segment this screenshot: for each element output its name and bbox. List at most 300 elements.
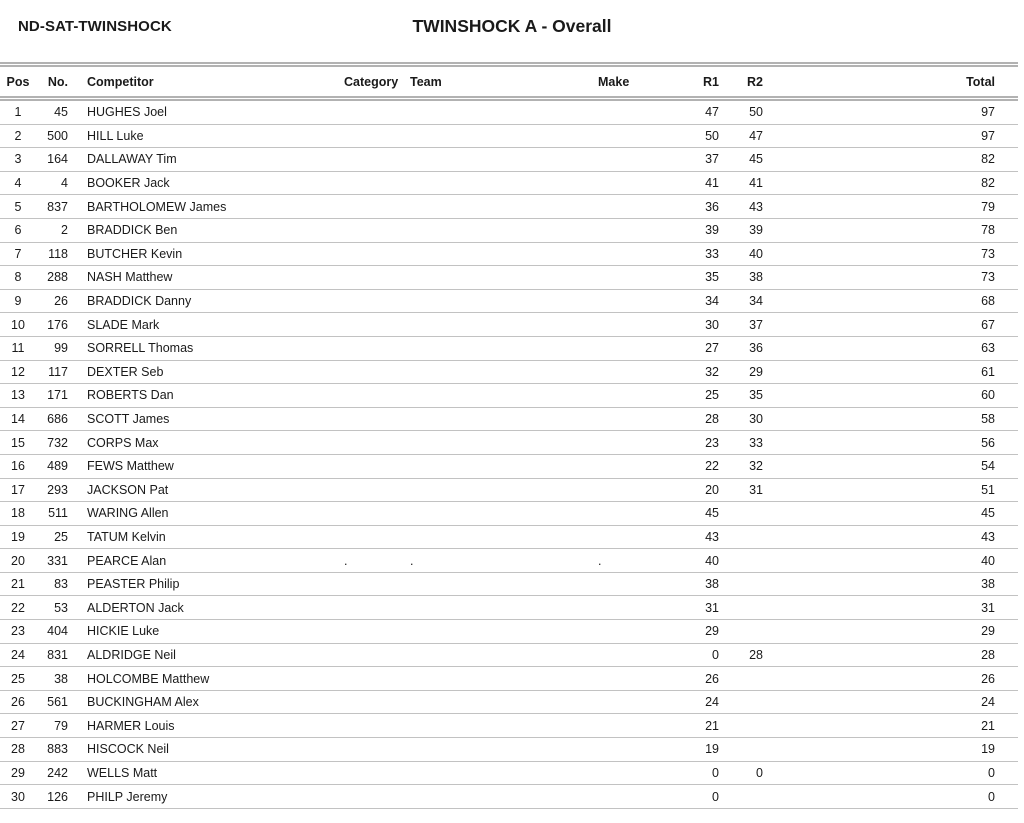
cell-competitor: ALDERTON Jack [68,596,344,620]
cell-r1: 50 [680,124,719,148]
cell-r1: 0 [680,761,719,785]
cell-r1: 25 [680,384,719,408]
cell-competitor: PHILP Jeremy [68,785,344,809]
cell-team [410,690,598,714]
cell-total: 67 [763,313,1018,337]
cell-category [344,431,410,455]
cell-r1: 47 [680,99,719,125]
table-row [0,99,1018,125]
cell-competitor: SCOTT James [68,407,344,431]
cell-pos: 16 [0,454,36,478]
cell-no: 732 [36,431,68,455]
table-row [0,289,1018,313]
cell-pos: 17 [0,478,36,502]
cell-no: 293 [36,478,68,502]
cell-r2 [719,738,763,762]
column-header-r2: R2 [719,65,763,99]
cell-competitor: JACKSON Pat [68,478,344,502]
table-row [0,148,1018,172]
results-table-body [0,99,1018,809]
header-row [0,65,1018,99]
cell-r2: 32 [719,454,763,478]
cell-make [598,738,680,762]
cell-make [598,313,680,337]
cell-team [410,478,598,502]
cell-team [410,336,598,360]
cell-no: 883 [36,738,68,762]
cell-r1: 29 [680,620,719,644]
cell-total: 26 [763,667,1018,691]
cell-pos: 25 [0,667,36,691]
cell-pos: 3 [0,148,36,172]
cell-competitor: HISCOCK Neil [68,738,344,762]
cell-category [344,313,410,337]
cell-total: 79 [763,195,1018,219]
cell-total: 45 [763,502,1018,526]
cell-no: 26 [36,289,68,313]
cell-no: 489 [36,454,68,478]
cell-team [410,785,598,809]
cell-team [410,407,598,431]
cell-no: 837 [36,195,68,219]
cell-r2 [719,714,763,738]
cell-team [410,124,598,148]
cell-competitor: HICKIE Luke [68,620,344,644]
cell-make [598,148,680,172]
column-header-make: Make [598,65,680,99]
table-row [0,242,1018,266]
table-row [0,596,1018,620]
cell-no: 99 [36,336,68,360]
cell-no: 686 [36,407,68,431]
cell-no: 25 [36,525,68,549]
cell-competitor: HARMER Louis [68,714,344,738]
cell-total: 63 [763,336,1018,360]
cell-r2 [719,620,763,644]
cell-total: 78 [763,218,1018,242]
cell-r2: 33 [719,431,763,455]
cell-r1: 31 [680,596,719,620]
cell-r2 [719,785,763,809]
table-row [0,761,1018,785]
cell-team [410,620,598,644]
cell-make [598,572,680,596]
column-header-competitor: Competitor [68,65,344,99]
cell-pos: 9 [0,289,36,313]
cell-category [344,384,410,408]
cell-total: 29 [763,620,1018,644]
table-row [0,714,1018,738]
column-header-total: Total [763,65,1018,99]
cell-no: 117 [36,360,68,384]
cell-r1: 32 [680,360,719,384]
table-row [0,407,1018,431]
cell-total: 43 [763,525,1018,549]
cell-total: 60 [763,384,1018,408]
cell-team [410,99,598,125]
cell-category [344,620,410,644]
cell-r1: 37 [680,148,719,172]
cell-no: 38 [36,667,68,691]
cell-r2: 31 [719,478,763,502]
cell-make [598,407,680,431]
cell-no: 118 [36,242,68,266]
cell-total: 58 [763,407,1018,431]
cell-make [598,667,680,691]
cell-r1: 39 [680,218,719,242]
cell-make [598,336,680,360]
table-row [0,218,1018,242]
cell-competitor: DALLAWAY Tim [68,148,344,172]
cell-r1: 38 [680,572,719,596]
cell-total: 61 [763,360,1018,384]
cell-make [598,266,680,290]
table-row [0,620,1018,644]
cell-competitor: BRADDICK Ben [68,218,344,242]
cell-r2: 39 [719,218,763,242]
cell-team [410,313,598,337]
cell-make [598,124,680,148]
cell-r1: 34 [680,289,719,313]
table-row [0,431,1018,455]
cell-pos: 4 [0,171,36,195]
cell-r1: 33 [680,242,719,266]
results-table-header [0,65,1018,99]
cell-no: 83 [36,572,68,596]
cell-team [410,714,598,738]
cell-no: 561 [36,690,68,714]
column-header-pos: Pos [0,65,36,99]
cell-category [344,690,410,714]
cell-r1: 19 [680,738,719,762]
cell-competitor: NASH Matthew [68,266,344,290]
table-row [0,124,1018,148]
cell-pos: 26 [0,690,36,714]
cell-competitor: PEASTER Philip [68,572,344,596]
cell-make [598,99,680,125]
cell-pos: 27 [0,714,36,738]
cell-team [410,384,598,408]
cell-r1: 43 [680,525,719,549]
table-row [0,313,1018,337]
table-row [0,171,1018,195]
cell-total: 73 [763,266,1018,290]
cell-total: 21 [763,714,1018,738]
cell-total: 0 [763,785,1018,809]
cell-no: 404 [36,620,68,644]
cell-competitor: HUGHES Joel [68,99,344,125]
cell-pos: 29 [0,761,36,785]
cell-total: 97 [763,124,1018,148]
cell-pos: 22 [0,596,36,620]
cell-team [410,502,598,526]
column-header-r1: R1 [680,65,719,99]
cell-r1: 36 [680,195,719,219]
cell-total: 73 [763,242,1018,266]
cell-team [410,195,598,219]
cell-r2 [719,596,763,620]
cell-no: 2 [36,218,68,242]
cell-category [344,360,410,384]
cell-pos: 8 [0,266,36,290]
cell-total: 31 [763,596,1018,620]
cell-competitor: SLADE Mark [68,313,344,337]
cell-team [410,289,598,313]
cell-r1: 24 [680,690,719,714]
cell-no: 164 [36,148,68,172]
cell-total: 24 [763,690,1018,714]
cell-pos: 12 [0,360,36,384]
cell-make [598,525,680,549]
cell-no: 331 [36,549,68,573]
cell-r2: 36 [719,336,763,360]
cell-total: 54 [763,454,1018,478]
cell-r2 [719,502,763,526]
column-header-no: No. [36,65,68,99]
cell-r1: 27 [680,336,719,360]
cell-pos: 18 [0,502,36,526]
cell-pos: 7 [0,242,36,266]
cell-category: . [344,549,410,573]
cell-pos: 30 [0,785,36,809]
cell-r1: 0 [680,785,719,809]
cell-no: 45 [36,99,68,125]
cell-competitor: CORPS Max [68,431,344,455]
cell-competitor: BUCKINGHAM Alex [68,690,344,714]
cell-competitor: BARTHOLOMEW James [68,195,344,219]
cell-competitor: WELLS Matt [68,761,344,785]
cell-competitor: BOOKER Jack [68,171,344,195]
cell-competitor: ROBERTS Dan [68,384,344,408]
cell-r2: 40 [719,242,763,266]
cell-r1: 0 [680,643,719,667]
cell-pos: 10 [0,313,36,337]
cell-pos: 13 [0,384,36,408]
cell-r1: 40 [680,549,719,573]
cell-category [344,667,410,691]
cell-make [598,384,680,408]
cell-total: 19 [763,738,1018,762]
report-title: TWINSHOCK A - Overall [412,16,612,36]
cell-total: 38 [763,572,1018,596]
cell-category [344,266,410,290]
table-row [0,266,1018,290]
cell-r1: 22 [680,454,719,478]
table-row [0,360,1018,384]
cell-no: 288 [36,266,68,290]
cell-no: 79 [36,714,68,738]
results-table [0,62,1018,809]
cell-r1: 45 [680,502,719,526]
cell-total: 97 [763,99,1018,125]
cell-competitor: WARING Allen [68,502,344,526]
cell-team [410,761,598,785]
cell-r1: 35 [680,266,719,290]
cell-pos: 5 [0,195,36,219]
cell-r2: 35 [719,384,763,408]
cell-team [410,454,598,478]
cell-total: 68 [763,289,1018,313]
cell-team [410,596,598,620]
cell-no: 831 [36,643,68,667]
cell-team [410,218,598,242]
cell-make [598,620,680,644]
cell-no: 171 [36,384,68,408]
cell-team [410,360,598,384]
cell-team [410,266,598,290]
cell-category [344,336,410,360]
cell-team [410,643,598,667]
cell-total: 40 [763,549,1018,573]
cell-r2 [719,572,763,596]
cell-make [598,643,680,667]
table-row [0,549,1018,573]
column-header-category: Category [344,65,410,99]
cell-competitor: HOLCOMBE Matthew [68,667,344,691]
table-row [0,336,1018,360]
cell-r1: 20 [680,478,719,502]
table-row [0,643,1018,667]
cell-category [344,502,410,526]
cell-category [344,643,410,667]
cell-category [344,195,410,219]
cell-category [344,572,410,596]
cell-pos: 15 [0,431,36,455]
cell-make: . [598,549,680,573]
cell-r1: 28 [680,407,719,431]
cell-pos: 2 [0,124,36,148]
cell-pos: 11 [0,336,36,360]
cell-pos: 6 [0,218,36,242]
cell-make [598,431,680,455]
cell-no: 4 [36,171,68,195]
table-row [0,454,1018,478]
cell-category [344,218,410,242]
cell-no: 176 [36,313,68,337]
cell-r2 [719,690,763,714]
cell-pos: 20 [0,549,36,573]
cell-no: 126 [36,785,68,809]
cell-category [344,478,410,502]
cell-team [410,431,598,455]
cell-r2: 29 [719,360,763,384]
table-row [0,502,1018,526]
column-header-team: Team [410,65,598,99]
cell-category [344,738,410,762]
cell-pos: 24 [0,643,36,667]
cell-total: 0 [763,761,1018,785]
table-row [0,738,1018,762]
cell-make [598,218,680,242]
cell-r2: 45 [719,148,763,172]
cell-competitor: PEARCE Alan [68,549,344,573]
cell-team [410,171,598,195]
cell-competitor: DEXTER Seb [68,360,344,384]
cell-total: 82 [763,148,1018,172]
cell-team [410,738,598,762]
cell-r1: 21 [680,714,719,738]
table-row [0,690,1018,714]
table-row [0,785,1018,809]
cell-competitor: SORRELL Thomas [68,336,344,360]
cell-category [344,289,410,313]
cell-r2: 30 [719,407,763,431]
cell-make [598,690,680,714]
cell-team [410,525,598,549]
table-row [0,384,1018,408]
cell-category [344,596,410,620]
cell-competitor: BRADDICK Danny [68,289,344,313]
cell-r1: 30 [680,313,719,337]
cell-competitor: FEWS Matthew [68,454,344,478]
cell-r1: 26 [680,667,719,691]
cell-team [410,148,598,172]
table-row [0,572,1018,596]
cell-pos: 14 [0,407,36,431]
cell-category [344,242,410,266]
cell-r2: 41 [719,171,763,195]
event-title: ND-SAT-TWINSHOCK [18,18,172,35]
cell-r2: 28 [719,643,763,667]
cell-pos: 19 [0,525,36,549]
cell-no: 511 [36,502,68,526]
cell-r2: 43 [719,195,763,219]
cell-total: 82 [763,171,1018,195]
cell-team [410,242,598,266]
cell-make [598,478,680,502]
cell-no: 500 [36,124,68,148]
cell-competitor: HILL Luke [68,124,344,148]
table-row [0,525,1018,549]
cell-category [344,148,410,172]
table-row [0,667,1018,691]
cell-total: 51 [763,478,1018,502]
cell-make [598,289,680,313]
cell-category [344,407,410,431]
cell-no: 242 [36,761,68,785]
cell-make [598,502,680,526]
cell-r2: 34 [719,289,763,313]
cell-pos: 28 [0,738,36,762]
cell-make [598,454,680,478]
cell-make [598,761,680,785]
cell-category [344,785,410,809]
cell-category [344,124,410,148]
cell-total: 56 [763,431,1018,455]
table-row [0,478,1018,502]
cell-team [410,572,598,596]
cell-make [598,171,680,195]
cell-r2: 38 [719,266,763,290]
cell-r1: 41 [680,171,719,195]
cell-category [344,761,410,785]
cell-make [598,785,680,809]
cell-make [598,714,680,738]
cell-r2: 47 [719,124,763,148]
cell-category [344,454,410,478]
cell-competitor: ALDRIDGE Neil [68,643,344,667]
cell-make [598,195,680,219]
cell-make [598,596,680,620]
cell-pos: 1 [0,99,36,125]
cell-r2: 37 [719,313,763,337]
cell-r2 [719,667,763,691]
cell-make [598,360,680,384]
cell-competitor: TATUM Kelvin [68,525,344,549]
cell-category [344,714,410,738]
cell-pos: 21 [0,572,36,596]
cell-category [344,525,410,549]
